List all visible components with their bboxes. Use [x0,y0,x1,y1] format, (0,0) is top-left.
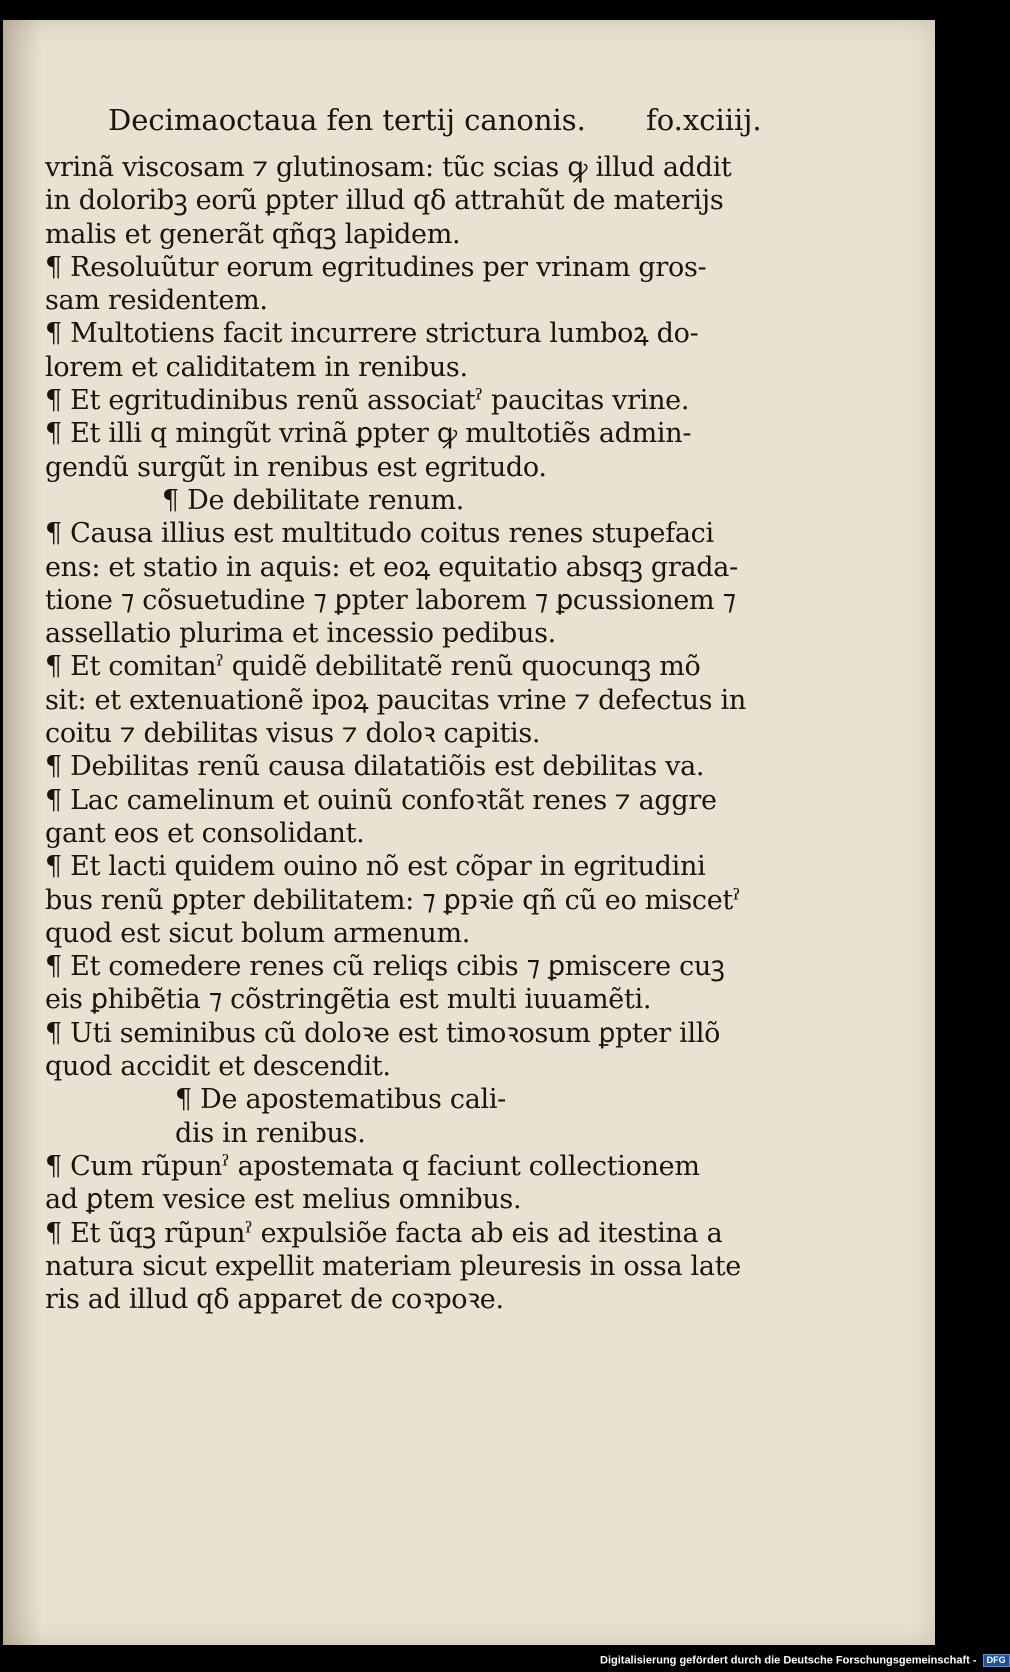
section-heading: ¶ De apostematibus cali- [175,1084,506,1116]
text-line: ¶ Cum rũpunˀ apostemata q faciunt collectionem [45,1150,700,1182]
section-heading: dis in renibus. [175,1117,366,1149]
text-line: gant eos et consolidant. [45,817,365,849]
text-line: ¶ Debilitas renũ causa dilatatiõis est debilitas va. [45,751,705,783]
text-line: malis et generãt qñqꝫ lapidem. [45,218,461,250]
digitization-credit [600,1654,1010,1667]
text-line: ¶ Et comedere renes cũ reliqs cibis ⁊ ꝑmiscere cuꝫ [45,951,725,983]
text-line: bus renũ ꝑpter debilitatem: ⁊ ꝑpꝛie qñ cũ eo miscetˀ [45,884,741,916]
text-line: ris ad illud qδ apparet de coꝛpoꝛe. [45,1284,504,1316]
text-line: in doloribꝫ eorũ ꝑpter illud qδ attrahũt de materijs [45,185,724,217]
section-heading: ¶ De debilitate renum. [162,484,465,516]
text-line: tione ⁊ cõsuetudine ⁊ ꝑpter laborem ⁊ ꝑcussionem ⁊ [45,584,736,616]
text-line: natura sicut expellit materiam pleuresis in ossa late [45,1250,741,1282]
text-line: coitu ⁊ debilitas visus ⁊ doloꝛ capitis. [45,718,541,750]
dfg-logo: DFG [983,1654,1010,1667]
text-line: ¶ Et illi q mingũt vrinã ꝑpter ꝙ multotiẽs admin- [45,418,692,450]
folio-number: fo.xciiij. [646,103,762,137]
text-line: sam residentem. [45,285,268,317]
text-line: ¶ Lac camelinum et ouinũ confoꝛtãt renes ⁊ aggre [45,784,717,816]
text-line: ¶ Et ũqꝫ rũpunˀ expulsiõe facta ab eis ad itestina a [45,1217,723,1249]
text-line: quod accidit et descendit. [45,1051,391,1083]
text-line: ¶ Multotiens facit incurrere strictura lumboꝝ do- [45,318,699,350]
page-header [108,103,768,137]
text-line: ¶ Et comitanˀ quidẽ debilitatẽ renũ quocunqꝫ mõ [45,651,701,683]
text-line: eis ꝑhibẽtia ⁊ cõstringẽtia est multi iuuamẽti. [45,984,652,1016]
text-line: ¶ Et egritudinibus renũ associatˀ paucitas vrine. [45,385,690,417]
text-line: vrinã viscosam ⁊ glutinosam: tũc scias ꝙ illud addit [45,152,732,183]
text-line: quod est sicut bolum armenum. [45,917,471,949]
text-line: assellatio plurima et incessio pedibus. [45,618,556,650]
text-line: ad ꝑtem vesice est melius omnibus. [45,1184,522,1216]
text-line: ¶ Resoluũtur eorum egritudines per vrinam gros- [45,251,707,283]
book-page [3,20,935,1645]
text-line: ¶ Causa illius est multitudo coitus renes stupefaci [45,518,714,550]
text-line: gendũ surgũt in renibus est egritudo. [45,451,547,483]
credit-text: Digitalisierung gefördert durch die Deutsche Forschungsgemeinschaft - [600,1654,977,1667]
text-line: ens: et statio in aquis: et eoꝝ equitatio absqꝫ grada- [45,551,738,583]
text-line: lorem et caliditatem in renibus. [45,351,468,383]
running-title: Decimaoctaua fen tertij canonis. [108,103,586,137]
text-line: ¶ Et lacti quidem ouino nõ est cõpar in egritudini [45,851,706,883]
body-text [45,151,825,1316]
text-line: sit: et extenuationẽ ipoꝝ paucitas vrine ⁊ defectus in [45,684,746,716]
text-line: ¶ Uti seminibus cũ doloꝛe est timoꝛosum ꝑpter illõ [45,1017,721,1049]
